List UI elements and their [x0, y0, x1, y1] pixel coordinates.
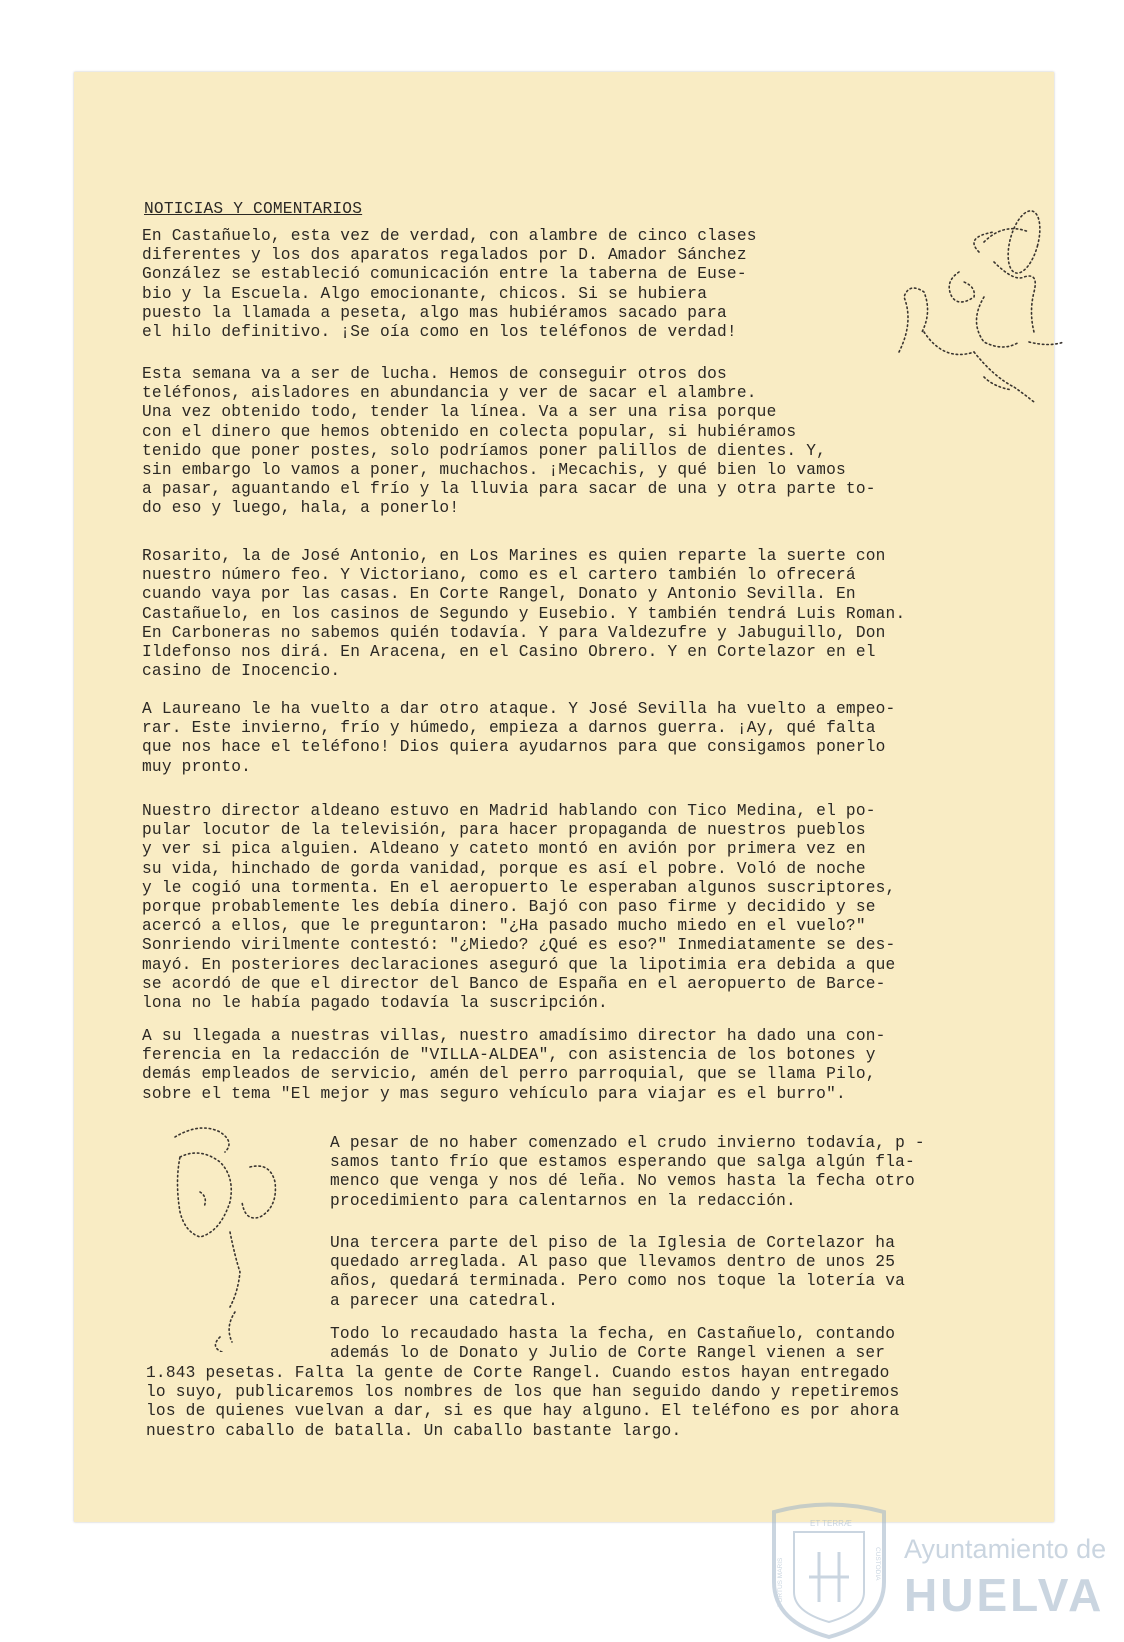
paragraph-winter-cold: A pesar de no haber comenzado el crudo invierno todavía, p - samos tanto frío que estamos esperando que salga algún fla- menco que venga y nos dé leña. No vemos hasta la fecha otro procedimiento para calentarnos en la redacción.	[330, 1134, 925, 1210]
telephone-figure-doodle	[864, 202, 1064, 417]
huelva-watermark	[764, 1492, 1124, 1642]
seal-top-text: ET TERRÆ	[810, 1519, 852, 1528]
paragraph-church-floor: Una tercera parte del piso de la Iglesia de Cortelazor ha quedado arreglada. Al paso que llevamos dentro de unos 25 años, quedará terminada. Pero como nos toque la lotería va a parecer una catedral.	[330, 1234, 906, 1310]
paragraph-director-madrid: Nuestro director aldeano estuvo en Madrid hablando con Tico Medina, el po- pular locutor de la televisión, para hacer propaganda de nuestros pueblos y ver si pica alguien. Aldeano y cateto montó en avión por primera vez en su vida, hinchado de gorda vanidad, porque es así el pobre. Voló de noche y le cogió una tormenta. En el aeropuerto le esperaban algunos suscriptores, porque probablemente les debía dinero. Bajó con paso firme y decidido y se acercó a ellos, que le preguntaron: "¿Ha pasado mucho miedo en el vuelo?" Sonriendo virilmente contestó: "¿Miedo? ¿Qué es eso?" Inmediatamente se des- mayó. En posteriores declaraciones aseguró que la lipotimia era debida a que se acordó de que el director del Banco de España en el aeropuerto de Barce- lona no le había pagado todavía la suscripción.	[142, 802, 896, 1013]
watermark-line2: HUELVA	[904, 1569, 1105, 1621]
seal-left-text: PORTUS MARIS	[777, 1557, 784, 1607]
seal-right-text: CUSTODIA	[874, 1547, 881, 1581]
typewritten-page	[74, 72, 1107, 1621]
paragraph-collection-part2: 1.843 pesetas. Falta la gente de Corte Rangel. Cuando estos hayan entregado lo suyo, publicaremos los nombres de los que han seguido dando y repetiremos los de quienes vuelvan a dar, si es que hay alguno. El teléfono es por ahora nuestro caballo de batalla. Un caballo bastante largo.	[146, 1364, 900, 1440]
paragraph-illness-news: A Laureano le ha vuelto a dar otro ataque. Y José Sevilla ha vuelto a empeo- rar. Este invierno, frío y húmedo, empieza a darnos guerra. ¡Ay, qué falta que nos hace el teléfono! Dios quiera ayudarnos para que consigamos ponerlo muy pronto.	[142, 700, 896, 776]
paragraph-conference: A su llegada a nuestras villas, nuestro amadísimo director ha dado una con- ferencia en la redacción de "VILLA-ALDEA", con asistencia de los botones y demás empleados de servicio, amén del perro parroquial, que se llama Pilo, sobre el tema "El mejor y mas seguro vehículo para viajar es el burro".	[142, 1027, 886, 1103]
watermark-line1: Ayuntamiento de	[904, 1534, 1107, 1564]
paragraph-lottery-sellers: Rosarito, la de José Antonio, en Los Marines es quien reparte la suerte con nuestro número feo. Y Victoriano, como es el cartero también lo ofrecerá cuando vaya por las casas. En Corte Rangel, Donato y Antonio Sevilla. En Castañuelo, en los casinos de Segundo y Eusebio. Y también tendrá Luis Roman. En Carboneras no sabemos quién todavía. Y para Valdezufre y Jabuguillo, Don Ildefonso nos dirá. En Aracena, en el Casino Obrero. Y en Cortelazor en el casino de Inocencio.	[142, 547, 906, 681]
municipal-seal-icon	[764, 1492, 894, 1642]
paragraph-week-of-struggle: Esta semana va a ser de lucha. Hemos de conseguir otros dos teléfonos, aisladores en abundancia y ver de sacar el alambre. Una vez obtenido todo, tender la línea. Va a ser una risa porque con el dinero que hemos obtenido en colecta popular, si hubiéramos tenido que poner postes, solo podríamos poner palillos de dientes. Y, sin embargo lo vamos a poner, muchachos. ¡Mecachis, y qué bien lo vamos a pasar, aguantando el frío y la lluvia para sacar de una y otra parte to- do eso y luego, hala, a ponerlo!	[142, 365, 876, 518]
face-figure-doodle	[160, 1122, 330, 1352]
paragraph-collection-part1: Todo lo recaudado hasta la fecha, en Castañuelo, contando además lo de Donato y Julio de Corte Rangel vienen a ser	[330, 1325, 896, 1363]
paragraph-telephone-castanuelo: En Castañuelo, esta vez de verdad, con alambre de cinco clases diferentes y los dos aparatos regalados por D. Amador Sánchez González se estableció comunicación entre la taberna de Euse- bio y la Escuela. Algo emocionante, chicos. Si se hubiera puesto la llamada a peseta, algo mas hubiéramos sacado para el hilo definitivo. ¡Se oía como en los teléfonos de verdad!	[142, 227, 757, 342]
page-title: NOTICIAS_Y_COMENTARIOS	[144, 200, 363, 218]
